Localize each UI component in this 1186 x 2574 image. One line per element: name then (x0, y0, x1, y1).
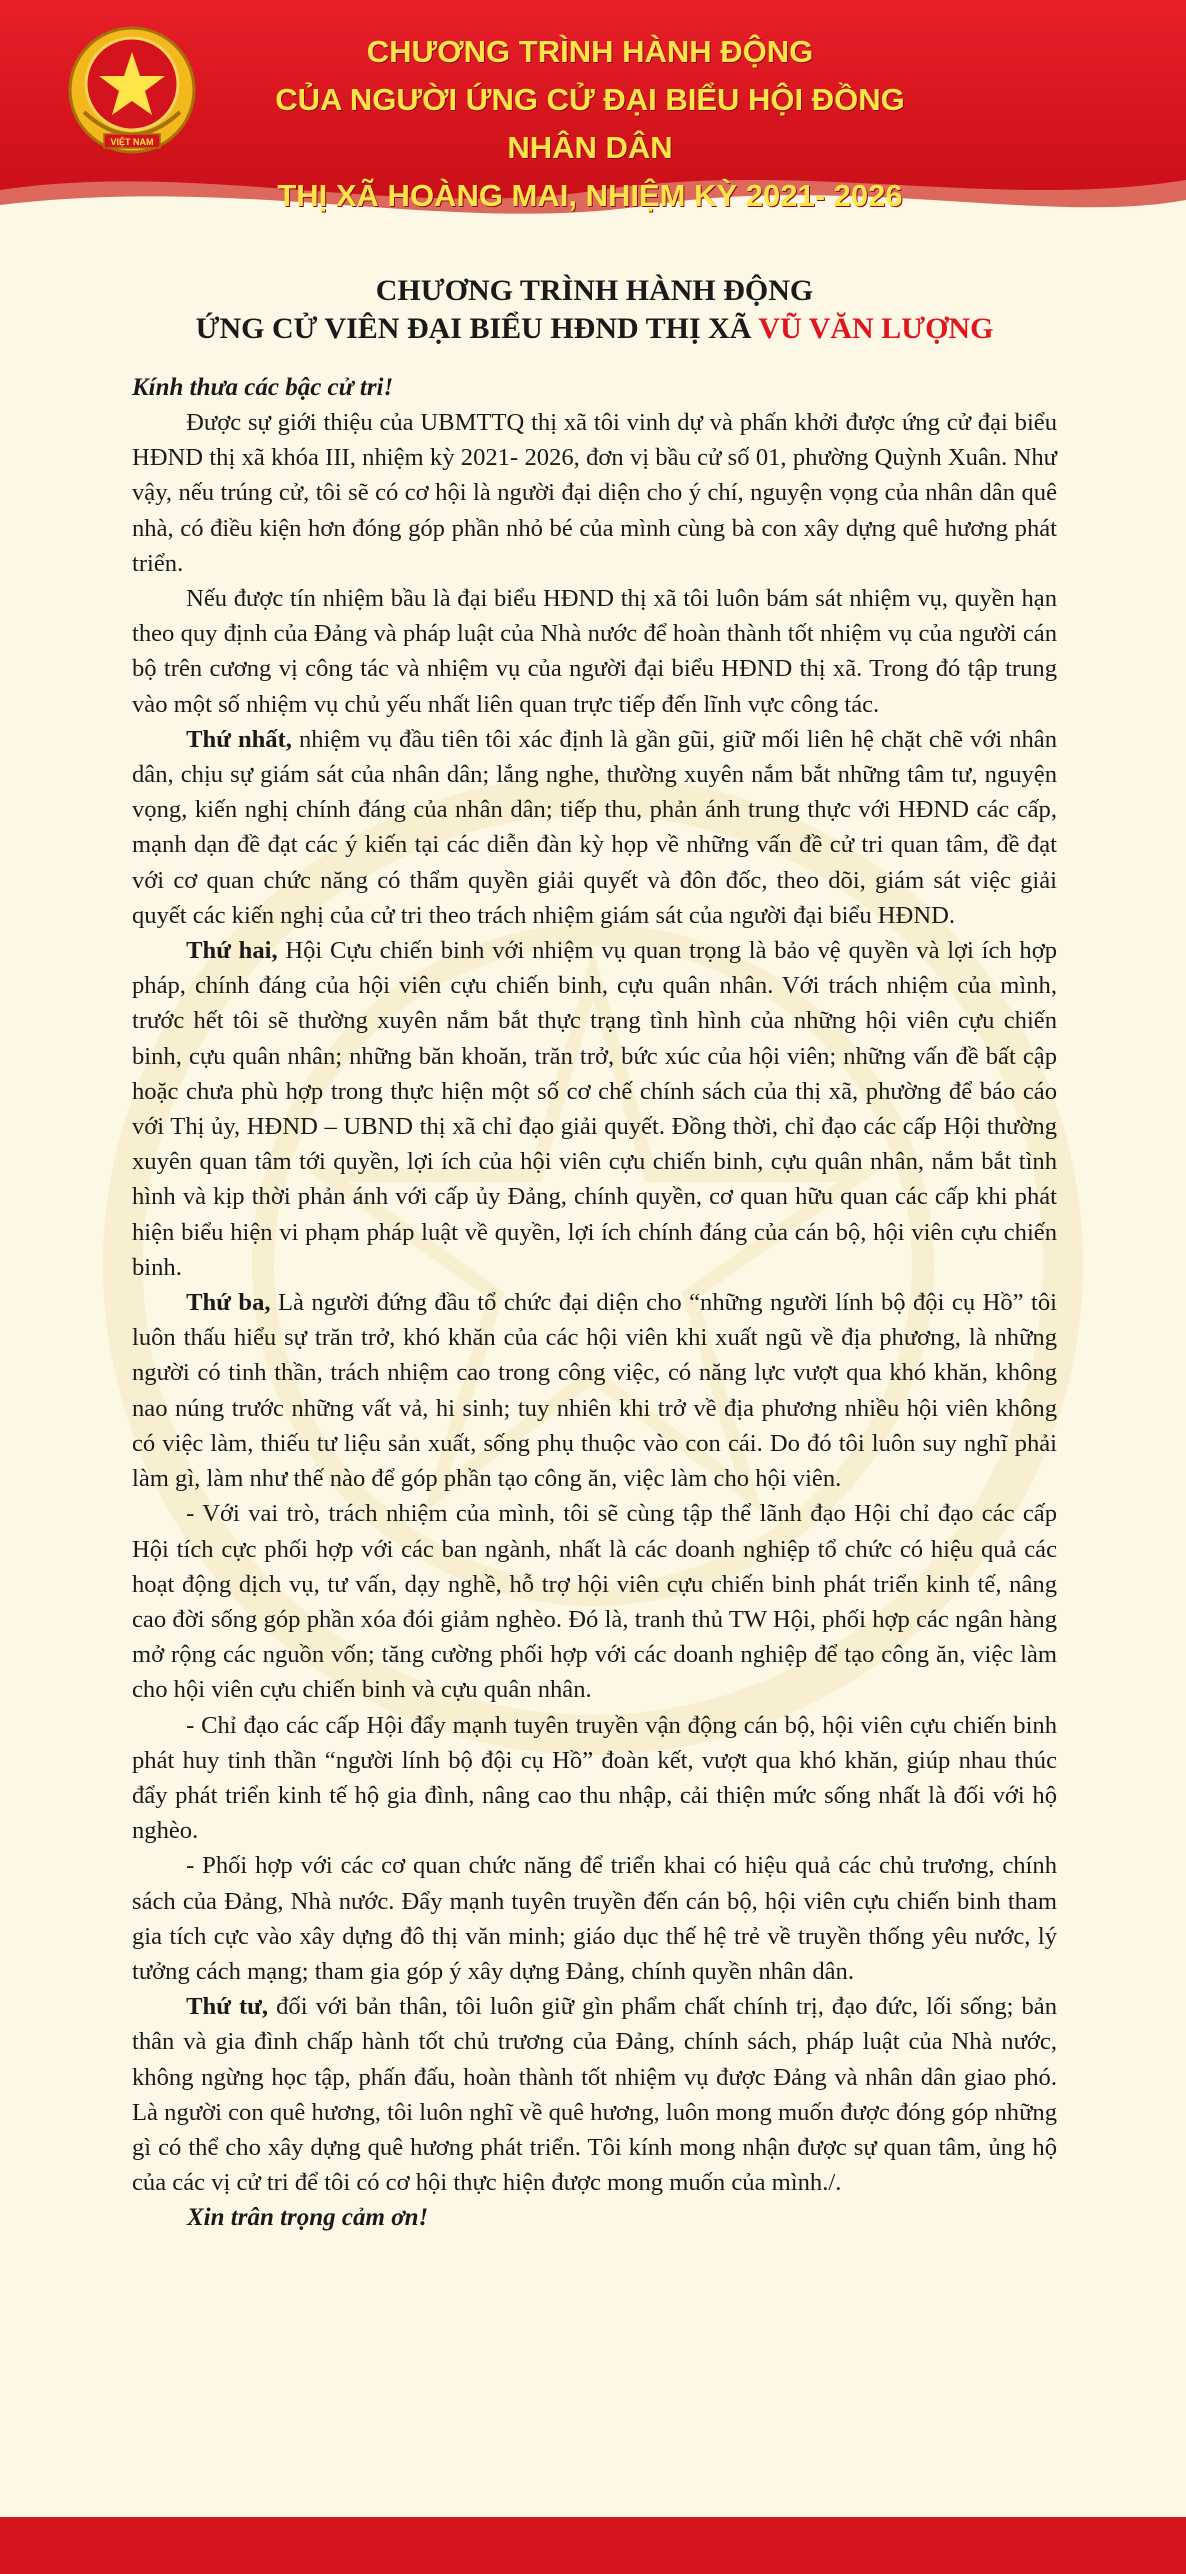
header-banner (0, 0, 1186, 215)
document-body (132, 272, 1057, 2235)
footer-bar (0, 2517, 1186, 2574)
document-title-line-1: CHƯƠNG TRÌNH HÀNH ĐỘNG (375, 274, 814, 307)
paragraph-bullet-3: - Phối hợp với các cơ quan chức năng để triển khai có hiệu quả các chủ trương, chính sách của Đảng, Nhà nước. Đẩy mạnh tuyên truyền đến cán bộ, hội viên cựu chiến binh tham gia tích cực vào xây dựng đô thị văn minh; giáo dục thế hệ trẻ về truyền thống yêu nước, lý tưởng cách mạng; tham gia góp ý xây dựng Đảng, chính quyền nhân dân. (132, 1852, 1057, 1985)
paragraph-fourth-lead: Thứ tư, (186, 1993, 269, 2021)
header-title-line-1: CHƯƠNG TRÌNH HÀNH ĐỘNG (366, 34, 814, 69)
document-title-line-2 (132, 310, 1057, 348)
paragraph-first-text: nhiệm vụ đầu tiên tôi xác định là gần gũi, giữ mối liên hệ chặt chẽ với nhân dân, chịu sự giám sát của nhân dân; lắng nghe, thường xuyên nắm bắt những tâm tư, nguyện vọng, kiến nghị chính đáng của nhân dân; tiếp thu, phản ánh trung thực với HĐND các cấp, mạnh dạn đề đạt các ý kiến tại các diễn đàn kỳ họp về những vấn đề cử tri quan tâm, đề đạt với cơ quan chức năng có thẩm quyền giải quyết và đôn đốc, theo dõi, giám sát việc giải quyết các kiến nghị của cử tri theo trách nhiệm giám sát của người đại biểu HĐND. (132, 725, 1057, 929)
national-emblem-icon (62, 22, 202, 162)
paragraph-bullet-2: - Chỉ đạo các cấp Hội đẩy mạnh tuyên truyền vận động cán bộ, hội viên cựu chiến binh phát huy tinh thần “người lính bộ đội cụ Hồ” đoàn kết, vượt qua khó khăn, giúp nhau thúc đẩy phát triển kinh tế hộ gia đình, nâng cao thu nhập, cải thiện mức sống nhất là đối với hộ nghèo. (132, 1711, 1057, 1845)
header-title (230, 28, 950, 215)
emblem-text: VIỆT NAM (110, 137, 154, 147)
paragraph-third-lead: Thứ ba, (186, 1289, 271, 1317)
paragraph-second (132, 933, 1057, 1285)
paragraph-second-text: Hội Cựu chiến binh với nhiệm vụ quan trọng là bảo vệ quyền và lợi ích hợp pháp, chính đáng của hội viên cựu chiến binh, cựu quân nhân. Với trách nhiệm của mình, trước hết tôi sẽ thường xuyên nắm bắt thực trạng tình hình của những hội viên cựu chiến binh, cựu quân nhân; những băn khoăn, trăn trở, bức xúc của hội viên; những vấn đề bất cập hoặc chưa phù hợp trong thực hiện một số cơ chế chính sách của thị xã, phường để báo cáo với Thị ủy, HĐND – UBND thị xã chỉ đạo giải quyết. Đồng thời, chỉ đạo các cấp Hội thường xuyên quan tâm tới quyền, lợi ích của hội viên cựu chiến binh, cựu quân nhân, nắm bắt tình hình và kịp thời phản ánh với cấp ủy Đảng, chính quyền, cơ quan hữu quan các cấp khi phát hiện biểu hiện vi phạm pháp luật về quyền, lợi ích chính đáng của cán bộ, hội viên cựu chiến binh. (132, 937, 1057, 1281)
paragraph-intro: Được sự giới thiệu của UBMTTQ thị xã tôi vinh dự và phấn khởi được ứng cử đại biểu HĐND thị xã khóa III, nhiệm kỳ 2021- 2026, đơn vị bầu cử số 01, phường Quỳnh Xuân. Như vậy, nếu trúng cử, tôi sẽ có cơ hội là người đại diện cho ý chí, nguyện vọng của nhân dân quê nhà, có điều kiện hơn đóng góp phần nhỏ bé của mình cùng bà con xây dựng quê hương phát triển. (132, 409, 1057, 577)
candidate-name: VŨ VĂN LƯỢNG (758, 312, 994, 345)
header-title-line-2: CỦA NGƯỜI ỨNG CỬ ĐẠI BIỂU HỘI ĐỒNG NHÂN DÂN (275, 82, 905, 165)
closing: Xin trân trọng cảm ơn! (187, 2204, 429, 2232)
paragraph-second-lead: Thứ hai, (186, 937, 278, 965)
paragraph-fourth (132, 1989, 1057, 2200)
paragraph-third-text: Là người đứng đầu tổ chức đại diện cho “những người lính bộ đội cụ Hồ” tôi luôn thấu hiểu sự trăn trở, khó khăn của các hội viên khi xuất ngũ về địa phương, là những người có tinh thần, trách nhiệm cao trong công việc, có năng lực vượt qua khó khăn, không nao núng trước những vất vả, hi sinh; tuy nhiên khi trở về địa phương nhiều hội viên không có việc làm, thiếu tư liệu sản xuất, sống phụ thuộc vào con cái. Do đó tôi luôn suy nghĩ phải làm gì, làm như thế nào để góp phần tạo công ăn, việc làm cho hội viên. (132, 1289, 1057, 1493)
document-title (132, 272, 1057, 348)
paragraph-third (132, 1285, 1057, 1496)
paragraph-fourth-text: đối với bản thân, tôi luôn giữ gìn phẩm chất chính trị, đạo đức, lối sống; bản thân và gia đình chấp hành tốt chủ trương của Đảng, chính sách, pháp luật của Nhà nước, không ngừng học tập, phấn đấu, hoàn thành tốt nhiệm vụ được Đảng và nhân dân giao phó. Là người con quê hương, tôi luôn nghĩ về quê hương, luôn mong muốn được đóng góp những gì có thể cho xây dựng quê hương phát triển. Tôi kính mong nhận được sự quan tâm, ủng hộ của các vị cử tri để tôi có cơ hội thực hiện được mong muốn của mình./. (132, 1993, 1058, 2197)
header-title-line-3: THỊ XÃ HOÀNG MAI, NHIỆM KỲ 2021- 2026 (277, 178, 903, 213)
paragraph-first-lead: Thứ nhất, (186, 725, 292, 753)
greeting: Kính thưa các bậc cử tri! (132, 374, 394, 401)
paragraph-bullet-1: - Với vai trò, trách nhiệm của mình, tôi sẽ cùng tập thể lãnh đạo Hội chỉ đạo các cấp Hội tích cực phối hợp với các ban ngành, nhất là các doanh nghiệp tổ chức có hiệu quả các hoạt động dịch vụ, tư vấn, dạy nghề, hỗ trợ hội viên cựu chiến binh phát triển kinh tế, nâng cao đời sống góp phần xóa đói giảm nghèo. Đó là, tranh thủ TW Hội, phối hợp các ngân hàng mở rộng các nguồn vốn; tăng cường phối hợp với các doanh nghiệp để tạo công ăn, việc làm cho hội viên cựu chiến binh và cựu quân nhân. (132, 1500, 1057, 1704)
paragraph-first (132, 722, 1057, 933)
paragraph-commitment: Nếu được tín nhiệm bầu là đại biểu HĐND thị xã tôi luôn bám sát nhiệm vụ, quyền hạn theo quy định của Đảng và pháp luật của Nhà nước để hoàn thành tốt nhiệm vụ của người cán bộ trên cương vị công tác và nhiệm vụ của người đại biểu HĐND thị xã. Trong đó tập trung vào một số nhiệm vụ chủ yếu nhất liên quan trực tiếp đến lĩnh vực công tác. (132, 585, 1057, 718)
document-title-prefix: ỨNG CỬ VIÊN ĐẠI BIỂU HĐND THỊ XÃ (195, 312, 759, 345)
